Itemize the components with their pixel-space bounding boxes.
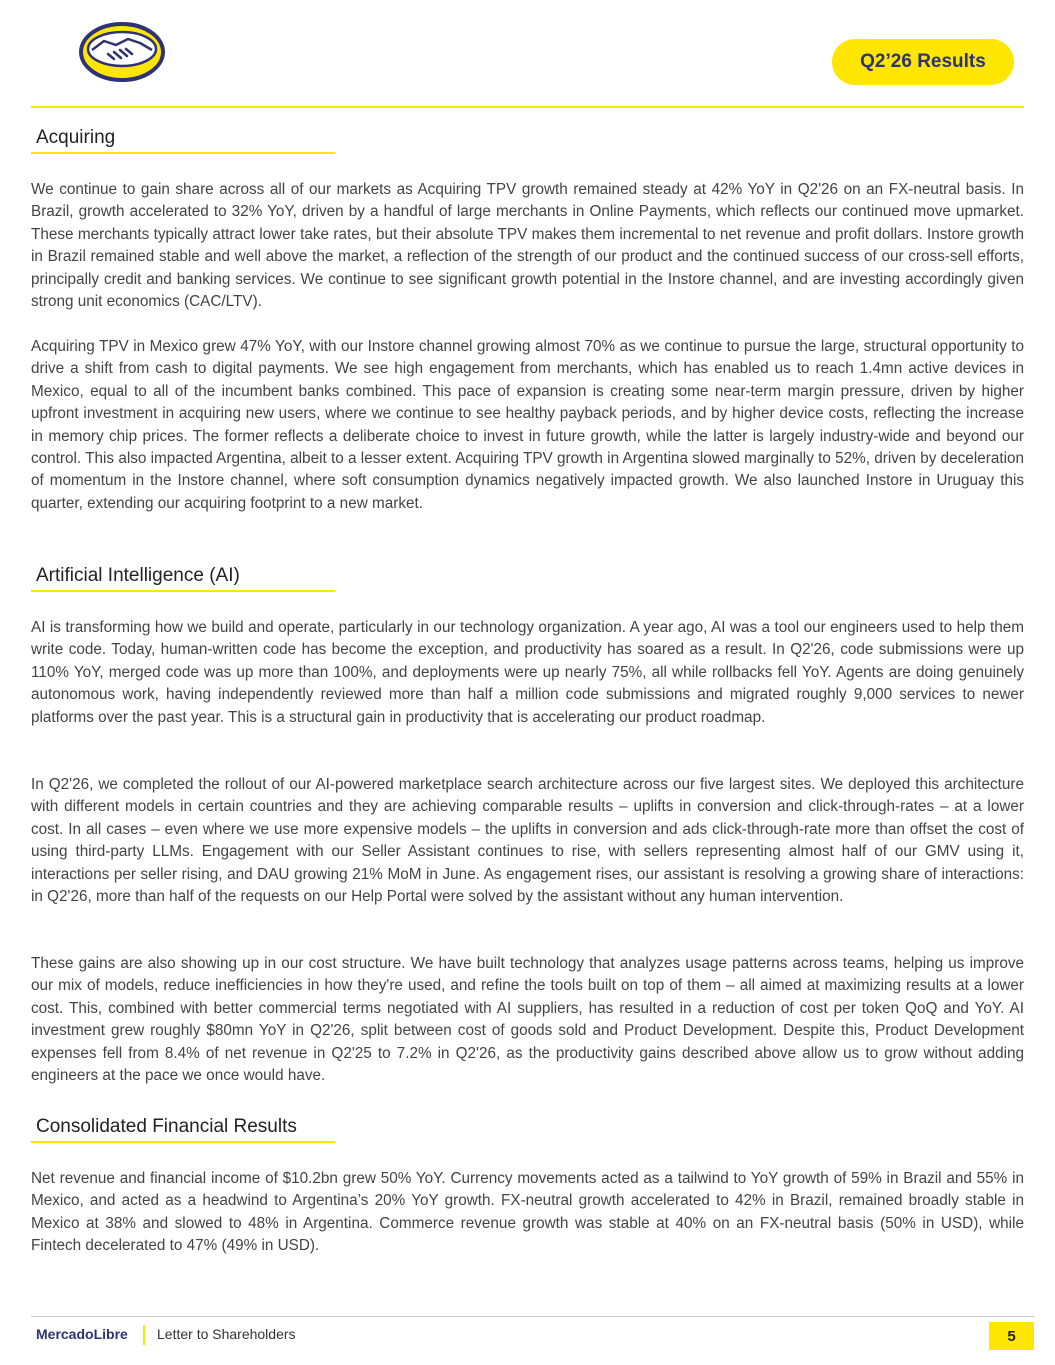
paragraph: We continue to gain share across all of our markets as Acquiring TPV growth remained steady at 42% YoY in Q2'26 on an FX-neutral basis. In Brazil, growth accelerated to 32% YoY, driven by a handful of large merchants in Online Payments, which reflects our continued move upmarket. These merchants typically attract lower take rates, but their absolute TPV makes them incremental to net revenue and profit dollars. Instore growth in Brazil remained stable and well above the market, a reflection of the strength of our product and the continued success of our cross-sell efforts, principally credit and banking services. We continue to see significant growth potential in the Instore channel, and are investing accordingly given strong unit economics (CAC/LTV). (31, 181, 1024, 311)
section-title-acquiring: Acquiring (31, 127, 335, 154)
handshake-logo-icon (78, 22, 166, 82)
footer-doc-title: Letter to Shareholders (157, 1326, 296, 1342)
paragraph: Acquiring TPV in Mexico grew 47% YoY, with our Instore channel growing almost 70% as we continue to pursue the large, structural opportunity to drive a shift from cash to digital payments. We see high engagement from merchants, which has enabled us to reach 1.4mn active devices in Mexico, equal to all of the incumbent banks combined. This pace of expansion is creating some near-term margin pressure, driven by higher upfront investment in acquiring new users, where we continue to see healthy payback periods, and by higher device costs, reflecting the increase in memory chip prices. The former reflects a deliberate choice to invest in future growth, while the latter is largely industry-wide and beyond our control. This also impacted Argentina, albeit to a lesser extent. Acquiring TPV growth in Argentina slowed marginally to 52%, driven by deceleration of momentum in the Instore channel, where soft consumption dynamics negatively impacted growth. We also launched Instore in Uruguay this quarter, extending our acquiring footprint to a new market. (31, 338, 1024, 512)
section-title-ai: Artificial Intelligence (AI) (31, 565, 335, 592)
footer-separator (143, 1325, 145, 1345)
paragraph: In Q2'26, we completed the rollout of our AI-powered marketplace search architecture across our five largest sites. We deployed this architecture with different models in certain countries and they are achieving comparable results – uplifts in conversion and click-through-rates – at a lower cost. In all cases – even where we use more expensive models – the uplifts in conversion and ads click-through-rate more than offset the cost of using third-party LLMs. Engagement with our Seller Assistant continues to rise, with sellers representing almost half of our GMV using it, interactions per seller rising, and DAU growing 21% MoM in June. As engagement rises, our assistant is resolving a growing share of interactions: in Q2'26, more than half of the requests on our Help Portal were solved by the assistant without any human intervention. (31, 776, 1024, 906)
page-number: 5 (989, 1322, 1034, 1350)
paragraph: AI is transforming how we build and operate, particularly in our technology organization. A year ago, AI was a tool our engineers used to help them write code. Today, human-written code has become the exception, and productivity has soared as a result. In Q2'26, code submissions were up 110% YoY, merged code was up more than 100%, and deployments were up nearly 75%, all while rollbacks fell YoY. Agents are doing genuinely autonomous work, having independently reviewed more than half a million code submissions and migrated roughly 9,000 services to newer platforms over the past year. This is a structural gain in productivity that is accelerating our product roadmap. (31, 619, 1024, 726)
footer-brand: MercadoLibre (36, 1326, 128, 1342)
paragraph: Net revenue and financial income of $10.2bn grew 50% YoY. Currency movements acted as a tailwind to YoY growth of 59% in Brazil and 55% in Mexico, and acted as a headwind to Argentina’s 20% YoY growth. FX-neutral growth accelerated to 42% in Brazil, remained broadly stable in Mexico at 38% and slowed to 48% in Argentina. Commerce revenue growth was stable at 40% on an FX-neutral basis (50% in USD), while Fintech decelerated to 47% (49% in USD). (31, 1170, 1024, 1255)
section-title-consolidated: Consolidated Financial Results (31, 1116, 335, 1143)
paragraph: These gains are also showing up in our cost structure. We have built technology that analyzes usage patterns across teams, helping us improve our mix of models, reduce inefficiencies in how they're used, and refine the tools built on top of them – all aimed at maximizing results at a lower cost. This, combined with better commercial terms negotiated with AI suppliers, has resulted in a reduction of cost per token QoQ and YoY. AI investment grew roughly $80mn YoY in Q2'26, split between cost of goods sold and Product Development. Despite this, Product Development expenses fell from 8.4% of net revenue in Q2'25 to 7.2% in Q2'26, as the productivity gains described above allow us to grow without adding engineers at the pace we once would have. (31, 955, 1024, 1085)
results-badge: Q2’26 Results (832, 39, 1014, 85)
header-divider (31, 106, 1024, 108)
footer-divider (31, 1316, 1034, 1317)
